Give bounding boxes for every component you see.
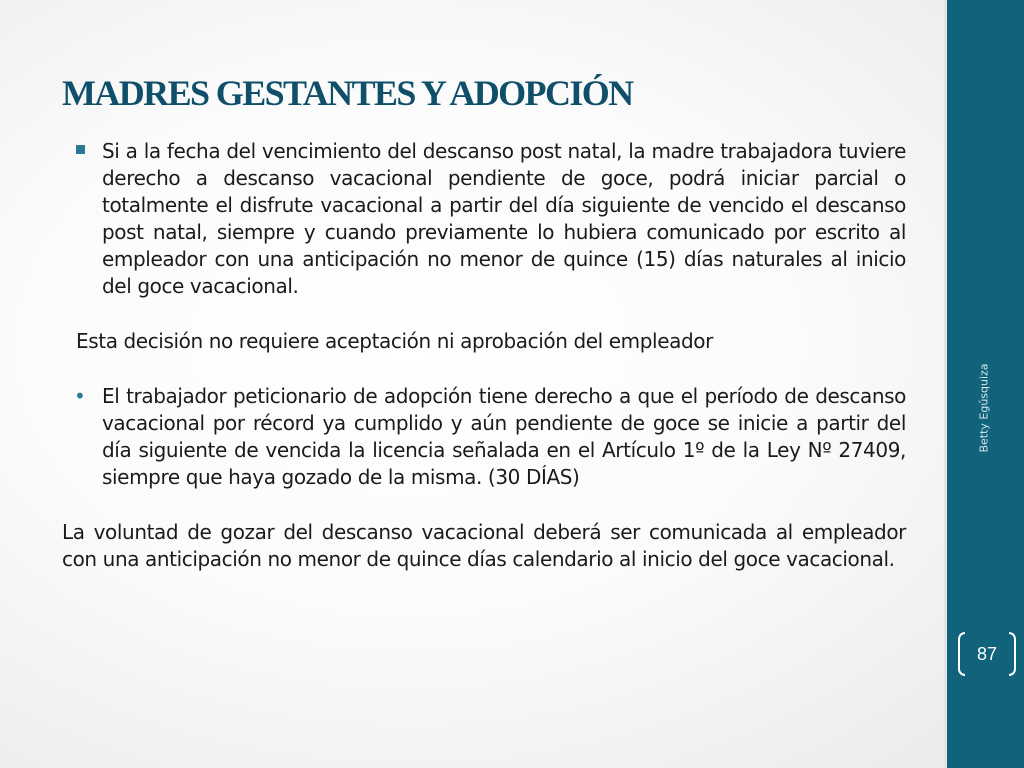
bullet-text-postnatal: Si a la fecha del vencimiento del descanso post natal, la madre trabajadora tuviere derecho a descanso vacacional pendiente de goce, podrá iniciar parcial o totalmente el disfrute vacacional a partir del día siguiente de vencido el descanso post natal, siempre y cuando previamente lo hubiera comunicado por escrito al empleador con una anticipación no menor de quince (15) días naturales al inicio del goce vacacional. (102, 139, 906, 298)
square-bullet-icon (76, 145, 85, 154)
dot-bullet-icon: • (74, 384, 86, 408)
page-number: 87 (976, 644, 998, 664)
bullet-text-adopcion: El trabajador peticionario de adopción tiene derecho a que el período de descanso vacacional por récord ya cumplido y aún pendiente de goce se inicie a partir del día siguiente de vencida la licencia señalada en el Artículo 1º de la Ley Nº 27409, siempre que haya gozado de la misma. (30 DÍAS) (102, 384, 906, 489)
bullet-item-postnatal (62, 138, 906, 300)
note-text: Esta decisión no requiere aceptación ni aprobación del empleador (76, 329, 713, 353)
bullet-item-adopcion (62, 383, 906, 491)
slide-body (62, 138, 906, 573)
author-label: Betty Egúsquiza (977, 363, 991, 453)
page-number-badge (958, 632, 1016, 676)
closing-paragraph: La voluntad de gozar del descanso vacacional deberá ser comunicada al empleador con una anticipación no menor de quince días calendario al inicio del goce vacacional. (62, 520, 906, 571)
slide-title: MADRES GESTANTES Y ADOPCIÓN (62, 73, 633, 113)
